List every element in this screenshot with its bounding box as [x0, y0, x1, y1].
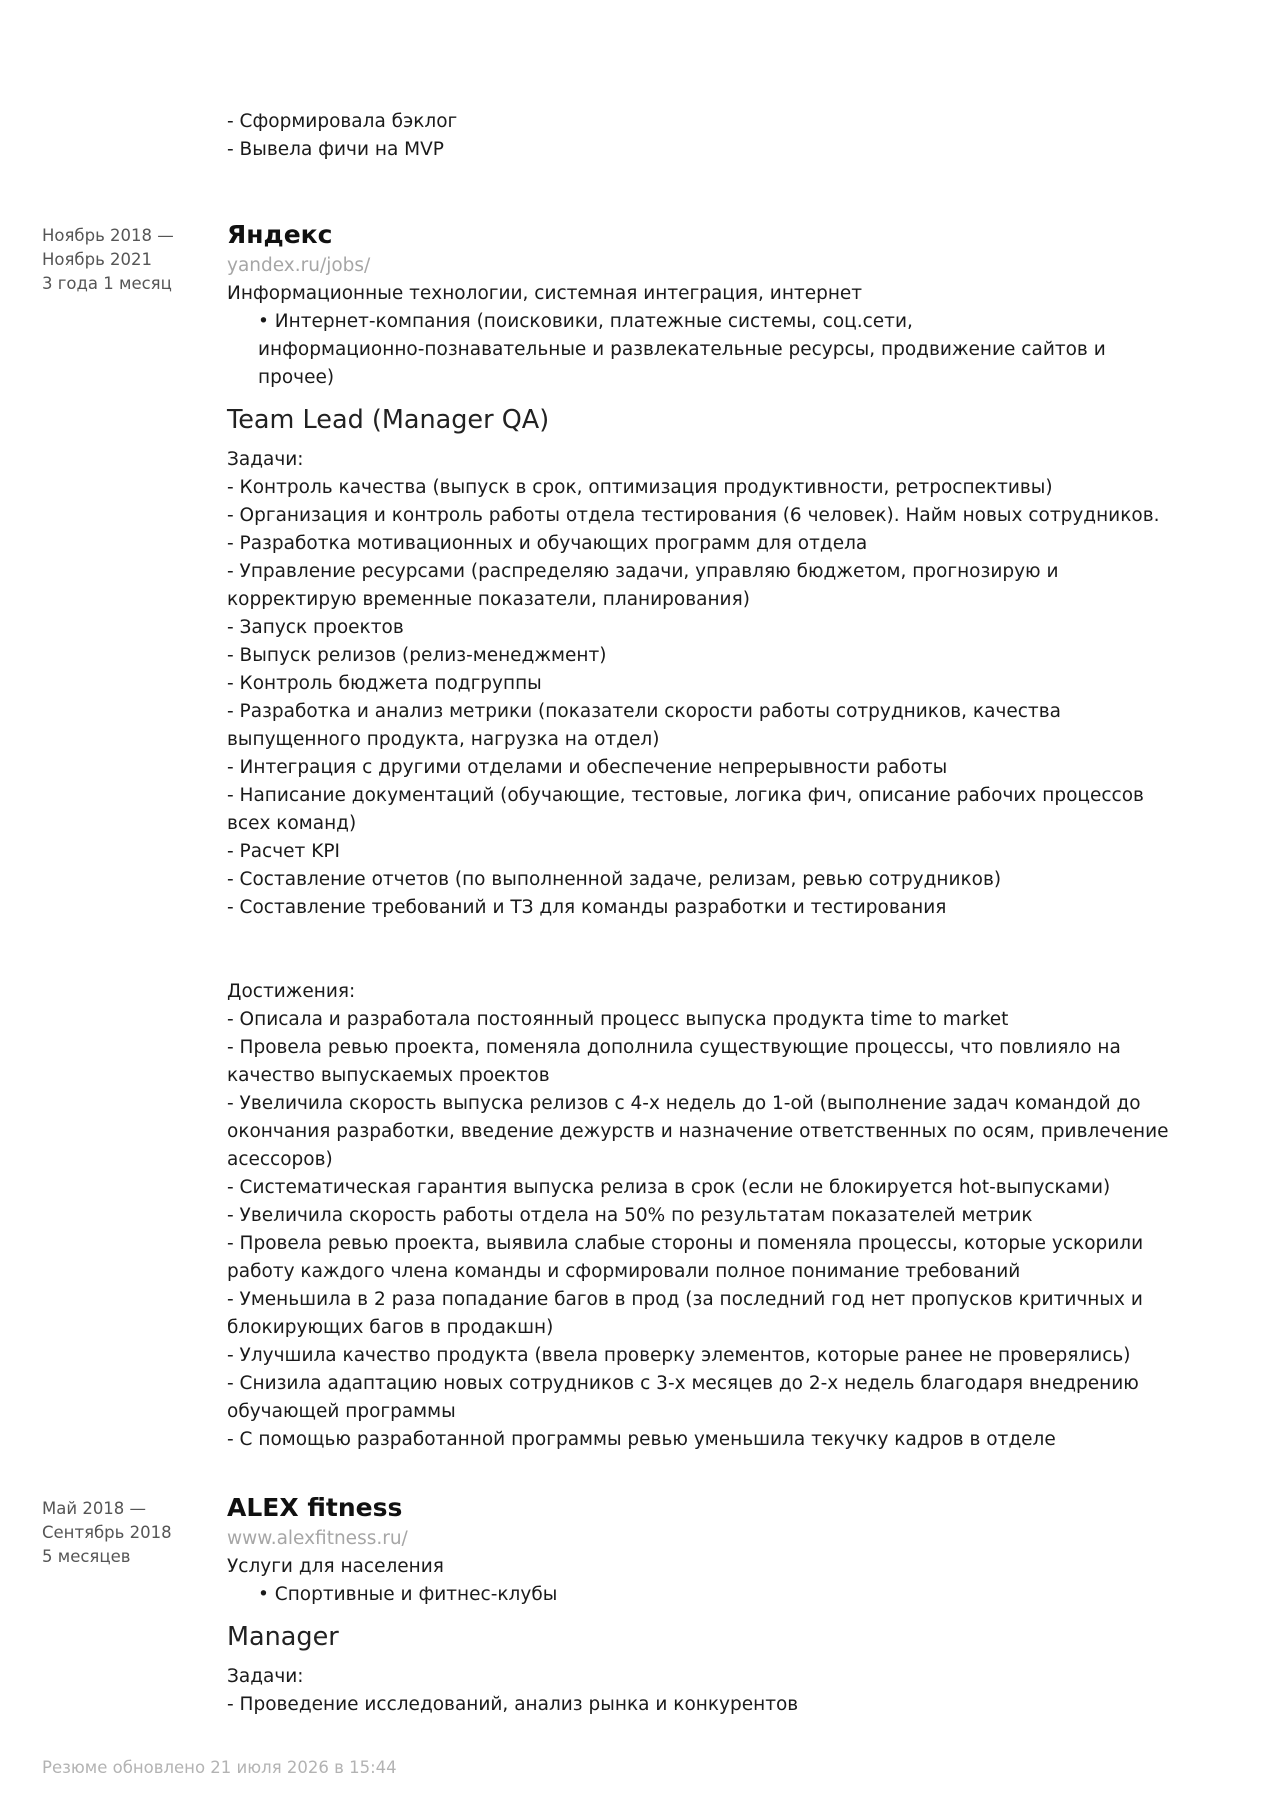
industry-item: прочее) — [258, 367, 335, 388]
task-line: - Контроль бюджета подгруппы — [227, 673, 542, 694]
company-name: Яндекс — [227, 220, 333, 249]
tasks-section — [227, 1663, 798, 1719]
tasks-section — [227, 446, 1169, 922]
achievement-line: - С помощью разработанной программы ревью уменьшила текучку кадров в отделе — [227, 1429, 1056, 1450]
date-end: Сентябрь 2018 — [42, 1523, 172, 1542]
achievement-line: - Увеличила скорость выпуска релизов с 4-х недель до 1-ой (выполнение задач командой до — [227, 1093, 1141, 1114]
company-name: ALEX fitness — [227, 1493, 403, 1522]
text-line: - Сформировала бэклог — [227, 111, 458, 132]
achievements-section — [227, 978, 1169, 1454]
job-dates — [42, 1497, 172, 1569]
task-line: - Контроль качества (выпуск в срок, оптимизация продуктивности, ретроспективы) — [227, 477, 1053, 498]
duration: 5 месяцев — [42, 1547, 131, 1566]
achievement-line: обучающей программы — [227, 1401, 456, 1422]
date-end: Ноябрь 2021 — [42, 250, 153, 269]
task-line: корректирую временные показатели, планирования) — [227, 589, 750, 610]
job-content — [227, 218, 1169, 1454]
industry: Услуги для населения — [227, 1556, 444, 1577]
task-line: - Выпуск релизов (релиз-менеджмент) — [227, 645, 607, 666]
tasks-heading: Задачи: — [227, 449, 304, 470]
date-start: Ноябрь 2018 — — [42, 226, 174, 245]
previous-job-continuation — [227, 108, 457, 164]
achievement-line: качество выпускаемых проектов — [227, 1065, 550, 1086]
task-line: - Управление ресурсами (распределяю задачи, управляю бюджетом, прогнозирую и — [227, 561, 1059, 582]
company-url[interactable]: yandex.ru/jobs/ — [227, 255, 371, 276]
task-line: - Разработка и анализ метрики (показатели скорости работы сотрудников, качества — [227, 701, 1061, 722]
achievement-line: асессоров) — [227, 1149, 333, 1170]
achievement-line: - Увеличила скорость работы отдела на 50% по результатам показателей метрик — [227, 1205, 1033, 1226]
section-spacer — [227, 922, 1169, 978]
achievement-line: - Провела ревью проекта, поменяла дополнила существующие процессы, что повлияло на — [227, 1037, 1121, 1058]
task-line: - Разработка мотивационных и обучающих программ для отдела — [227, 533, 868, 554]
task-line: всех команд) — [227, 813, 357, 834]
achievement-line: - Провела ревью проекта, выявила слабые стороны и поменяла процессы, которые ускорили — [227, 1233, 1144, 1254]
achievement-line: - Уменьшила в 2 раза попадание багов в прод (за последний год нет пропусков критичных и — [227, 1289, 1143, 1310]
text-line: - Вывела фичи на MVP — [227, 139, 444, 160]
tasks-heading: Задачи: — [227, 1666, 304, 1687]
company-url[interactable]: www.alexfitness.ru/ — [227, 1528, 408, 1549]
achievement-line: - Систематическая гарантия выпуска релиза в срок (если не блокируется hot-выпусками) — [227, 1177, 1111, 1198]
job-content — [227, 1491, 798, 1719]
achievement-line: - Улучшила качество продукта (ввела проверку элементов, которые ранее не проверялись) — [227, 1345, 1131, 1366]
achievement-line: окончания разработки, введение дежурств и назначение ответственных по осям, привлечение — [227, 1121, 1169, 1142]
task-line: - Расчет KPI — [227, 841, 340, 862]
task-line: - Составление отчетов (по выполненной задаче, релизам, ревью сотрудников) — [227, 869, 1002, 890]
achievement-line: работу каждого члена команды и сформировали полное понимание требований — [227, 1261, 1021, 1282]
task-line: выпущенного продукта, нагрузка на отдел) — [227, 729, 660, 750]
achievement-line: - Снизила адаптацию новых сотрудников с 3-х месяцев до 2-х недель благодаря внедрению — [227, 1373, 1139, 1394]
date-start: Май 2018 — — [42, 1499, 147, 1518]
position-title: Team Lead (Manager QA) — [227, 405, 550, 435]
achievements-heading: Достижения: — [227, 981, 356, 1002]
industry: Информационные технологии, системная интеграция, интернет — [227, 283, 863, 304]
task-line: - Запуск проектов — [227, 617, 404, 638]
industry-item: информационно-познавательные и развлекательные ресурсы, продвижение сайтов и — [258, 339, 1106, 360]
job-dates — [42, 224, 174, 296]
resume-updated-footer: Резюме обновлено 21 июля 2026 в 15:44 — [42, 1758, 397, 1777]
achievement-line: блокирующих багов в продакшн) — [227, 1317, 554, 1338]
industry-item: • Спортивные и фитнес-клубы — [258, 1584, 558, 1605]
task-line: - Составление требований и ТЗ для команды разработки и тестирования — [227, 897, 947, 918]
task-line: - Интеграция с другими отделами и обеспечение непрерывности работы — [227, 757, 948, 778]
task-line: - Написание документаций (обучающие, тестовые, логика фич, описание рабочих процессов — [227, 785, 1144, 806]
achievement-line: - Описала и разработала постоянный процесс выпуска продукта time to market — [227, 1009, 1009, 1030]
position-title: Manager — [227, 1622, 339, 1652]
task-line: - Организация и контроль работы отдела тестирования (6 человек). Найм новых сотрудников. — [227, 505, 1160, 526]
industry-item: • Интернет-компания (поисковики, платежные системы, соц.сети, — [258, 311, 913, 332]
task-line: - Проведение исследований, анализ рынка и конкурентов — [227, 1694, 799, 1715]
duration: 3 года 1 месяц — [42, 274, 172, 293]
